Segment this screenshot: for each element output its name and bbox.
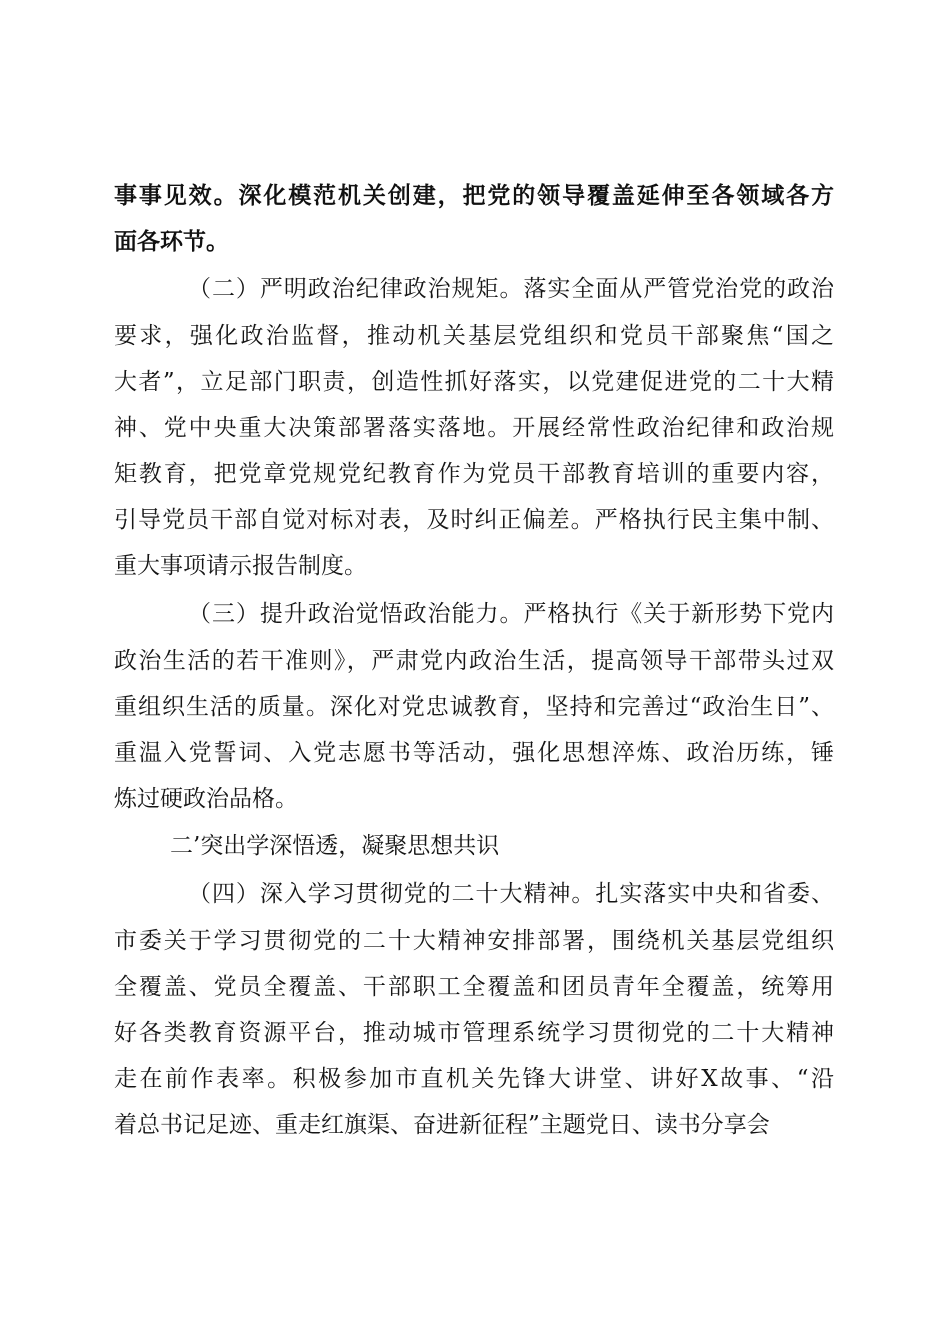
paragraph-heading-line: （二）严明政治纪律政治规矩。落实全面从严管党治党的政治 [188,276,834,302]
text-line: 炼过硬政治品格。 [114,786,298,812]
text-line: 要求，强化政治监督，推动机关基层党组织和党员干部聚焦“国之 [114,323,834,349]
text-line: 全覆盖、党员全覆盖、干部职工全覆盖和团员青年全覆盖，统筹用 [114,974,834,1000]
text-line: 引导党员干部自觉对标对表，及时纠正偏差。严格执行民主集中制、 [114,507,834,533]
text-line: 走在前作表率。积极参加市直机关先锋大讲堂、讲好X故事、“沿 [114,1066,834,1092]
text-line: 市委关于学习贯彻党的二十大精神安排部署，围绕机关基层党组织 [114,928,834,954]
paragraph-heading-line: （三）提升政治觉悟政治能力。严格执行《关于新形势下党内 [188,601,834,627]
text-line: 好各类教育资源平台，推动城市管理系统学习贯彻党的二十大精神 [114,1020,834,1046]
text-line: 重温入党誓词、入党志愿书等活动，强化思想淬炼、政治历练，锤 [114,740,834,766]
text-line: 事事见效。深化模范机关创建，把党的领导覆盖延伸至各领域各方 [114,183,834,209]
text-line: 面各环节。 [114,229,229,255]
paragraph-heading-line: （四）深入学习贯彻党的二十大精神。扎实落实中央和省委、 [188,881,834,907]
text-line: 重组织生活的质量。深化对党忠诚教育，坚持和完善过“政治生日”、 [114,694,834,720]
text-line: 着总书记足迹、重走红旗渠、奋进新征程”主题党日、读书分享会 [114,1112,770,1138]
text-line: 大者”，立足部门职责，创造性抓好落实，以党建促进党的二十大精 [114,369,834,395]
text-line: 重大事项请示报告制度。 [114,553,367,579]
text-line: 政治生活的若干准则》，严肃党内政治生活，提高领导干部带头过双 [114,648,834,674]
text-line: 矩教育，把党章党规党纪教育作为党员干部教育培训的重要内容， [114,461,834,487]
text-line: 神、党中央重大决策部署落实落地。开展经常性政治纪律和政治规 [114,415,834,441]
section-heading: 二’突出学深悟透，凝聚思想共识 [170,833,500,859]
